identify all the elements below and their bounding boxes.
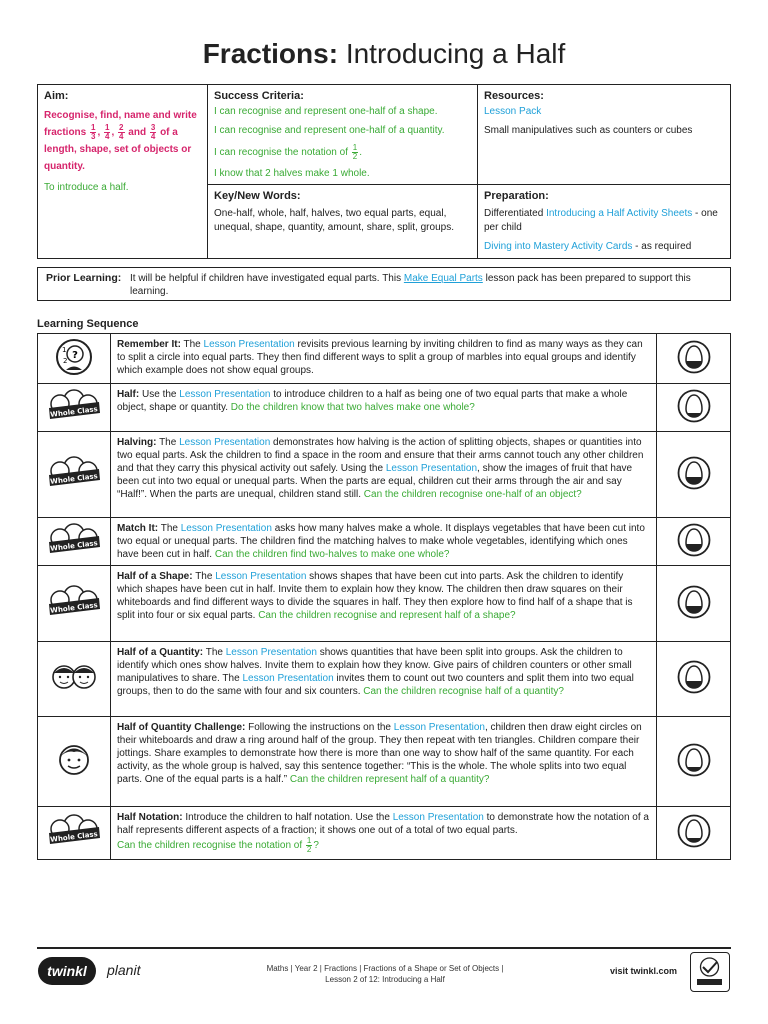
sequence-row bbox=[38, 334, 731, 384]
pair-icon bbox=[38, 642, 111, 717]
aim-text: Recognise, find, name and write fractions $\frac{1}{3}$ , $\frac{1}{4}$ , $\frac{2}{4}$ and $\frac{3}{4}$ of a length, shape, set of objects or quantity. bbox=[44, 109, 197, 172]
prior-learning: Prior Learning: It will be helpful if children have investigated equal parts. This Make Equal Parts lesson pack has been prepared to support this learning. bbox=[37, 267, 731, 301]
sequence-text: Match It: The Lesson Presentation asks how many halves make a whole. It displays vegetables that have been cut into two equal or unequal parts. The children find the matching halves to make whole vegetables, identifying which ones have been cut in half. Can the children find two-halves to make one whole? bbox=[111, 518, 657, 566]
egg-icon bbox=[657, 334, 731, 384]
sequence-text: Half Notation: Introduce the children to half notation. Use the Lesson Presentation to demonstrate how the notation of a half represents different aspects of a fraction; it shows one out of a total of two equal parts. Can the children recognise the notation of $\frac{1}{2}$ ? bbox=[111, 807, 657, 860]
egg-icon bbox=[657, 518, 731, 566]
individual-icon bbox=[38, 717, 111, 807]
sequence-text: Remember It: The Lesson Presentation revisits previous learning by inviting children to find as many ways as they can to split a circle into equal parts. They then find different ways to split a group of marbles into equal groups and identify which example does not show equal groups. bbox=[111, 334, 657, 384]
whole-class-icon bbox=[38, 384, 111, 432]
sequence-row bbox=[38, 717, 731, 807]
success-cell: Success Criteria: I can recognise and represent one-half of a shape. I can recognise and represent one-half of a quantity. I can recognise the notation of $\frac{1}{2}$ . I know that 2 halves make 1 whole. bbox=[208, 85, 478, 185]
svg-text:Whole Class: Whole Class bbox=[49, 830, 99, 844]
whole-class-icon bbox=[38, 566, 111, 642]
sequence-row bbox=[38, 807, 731, 860]
aim-introduce: To introduce a half. bbox=[44, 181, 129, 193]
sequence-row bbox=[38, 518, 731, 566]
svg-text:2: 2 bbox=[63, 356, 68, 365]
whole-class-icon bbox=[38, 807, 111, 860]
svg-text:Whole Class: Whole Class bbox=[49, 538, 99, 553]
svg-text:Whole Class: Whole Class bbox=[49, 404, 99, 419]
resources-cell: Resources: Lesson Pack Small manipulatives such as counters or cubes bbox=[478, 85, 731, 185]
aim-heading: Aim: bbox=[44, 90, 69, 102]
lesson-pack-link[interactable]: Lesson Pack bbox=[484, 105, 542, 117]
planit-logo: planit bbox=[107, 962, 141, 978]
whole-class-icon bbox=[38, 432, 111, 518]
egg-icon bbox=[657, 717, 731, 807]
sequence-text: Half of a Quantity: The Lesson Presentation shows quantities that have been split into groups. Ask the children to identify which ones show halves. Invite them to explain how they know. Give pairs of children counters or other small manipulatives to share. The Lesson Presentation invites them to count out two counters and split them into two equal groups, then to do the same with four and six counters. Can the children recognise half of a quantity? bbox=[111, 642, 657, 717]
egg-icon bbox=[657, 384, 731, 432]
sequence-text: Half: Use the Lesson Presentation to introduce children to a half as being one of two equal parts that make a whole object, shape or quantity. Do the children know that two halves make one whole? bbox=[111, 384, 657, 432]
activity-sheets-link[interactable]: Introducing a Half Activity Sheets bbox=[546, 208, 693, 220]
egg-icon bbox=[657, 807, 731, 860]
page-title: Fractions: Introducing a Half bbox=[202, 38, 566, 69]
svg-text:Whole Class: Whole Class bbox=[49, 600, 99, 615]
sequence-text: Half of Quantity Challenge: Following the instructions on the Lesson Presentation, children then draw eight circles on their whiteboards and draw a ring around half of the group. They then repeat with ten triangles. Children compare their jottings. Share examples to demonstrate how there is more than one way to show half of the same quantity. For each activity, as the whole group is halved, say this sentence together: “This is the whole. The whole splits into two equal parts. One of the equal parts is a half.” Can the children represent half of a quantity? bbox=[111, 717, 657, 807]
question-icon bbox=[38, 334, 111, 384]
svg-text:Whole Class: Whole Class bbox=[49, 471, 99, 486]
sequence-row bbox=[38, 384, 731, 432]
learning-sequence-title: Learning Sequence bbox=[37, 318, 139, 330]
sequence-text: Half of a Shape: The Lesson Presentation shows shapes that have been cut into parts. Ask the children to identify which shapes have been cut in half. Invite them to explain how they know. The children then draw squares on their whiteboards and find different ways to divide the squares in half. They then explore how to find half of a shape that is split into four or six equal parts. Can the children recognise and represent half of a shape? bbox=[111, 566, 657, 642]
visit-link[interactable]: visit twinkl.com bbox=[610, 966, 678, 976]
quality-badge-icon bbox=[690, 952, 730, 992]
sequence-text: Halving: The Lesson Presentation demonstrates how halving is the action of splitting objects, shapes or quantities into two equal parts. Ask the children to find a space in the room and ensure that their arms cannot touch any other children and that they carry this physical activity out safely. Using the Lesson Presentation, show the images of fruit that have been cut into two equal or unequal parts. When the parts are equal, children cut their arms through the air and say “Half!”. When the parts are unequal, children stand still. Can the children recognise one-half of an object? bbox=[111, 432, 657, 518]
svg-text:1: 1 bbox=[62, 345, 67, 354]
aim-cell bbox=[38, 85, 208, 259]
twinkl-logo[interactable]: twinkl bbox=[38, 957, 96, 985]
footer-course-info: Maths | Year 2 | Fractions | Fractions of a Shape or Set of Objects | Lesson 2 of 12: Introducing a Half bbox=[266, 964, 504, 985]
egg-icon bbox=[657, 432, 731, 518]
learning-sequence-table bbox=[37, 333, 731, 860]
sequence-row bbox=[38, 566, 731, 642]
mastery-cards-link[interactable]: Diving into Mastery Activity Cards bbox=[484, 241, 633, 253]
whole-class-icon bbox=[38, 518, 111, 566]
egg-icon bbox=[657, 566, 731, 642]
sequence-row bbox=[38, 642, 731, 717]
make-equal-parts-link[interactable]: Make Equal Parts bbox=[403, 273, 483, 284]
svg-text:?: ? bbox=[72, 349, 78, 361]
preparation-cell: Preparation: Differentiated Introducing a Half Activity Sheets - one per child Diving into Mastery Activity Cards - as required bbox=[478, 185, 731, 258]
keywords-cell: Key/New Words: One-half, whole, half, halves, two equal parts, equal, unequal, shape, quantity, amount, share, split, groups. bbox=[208, 185, 478, 258]
egg-icon bbox=[657, 642, 731, 717]
footer-divider bbox=[37, 947, 731, 949]
overview-table bbox=[37, 84, 731, 259]
sequence-row bbox=[38, 432, 731, 518]
